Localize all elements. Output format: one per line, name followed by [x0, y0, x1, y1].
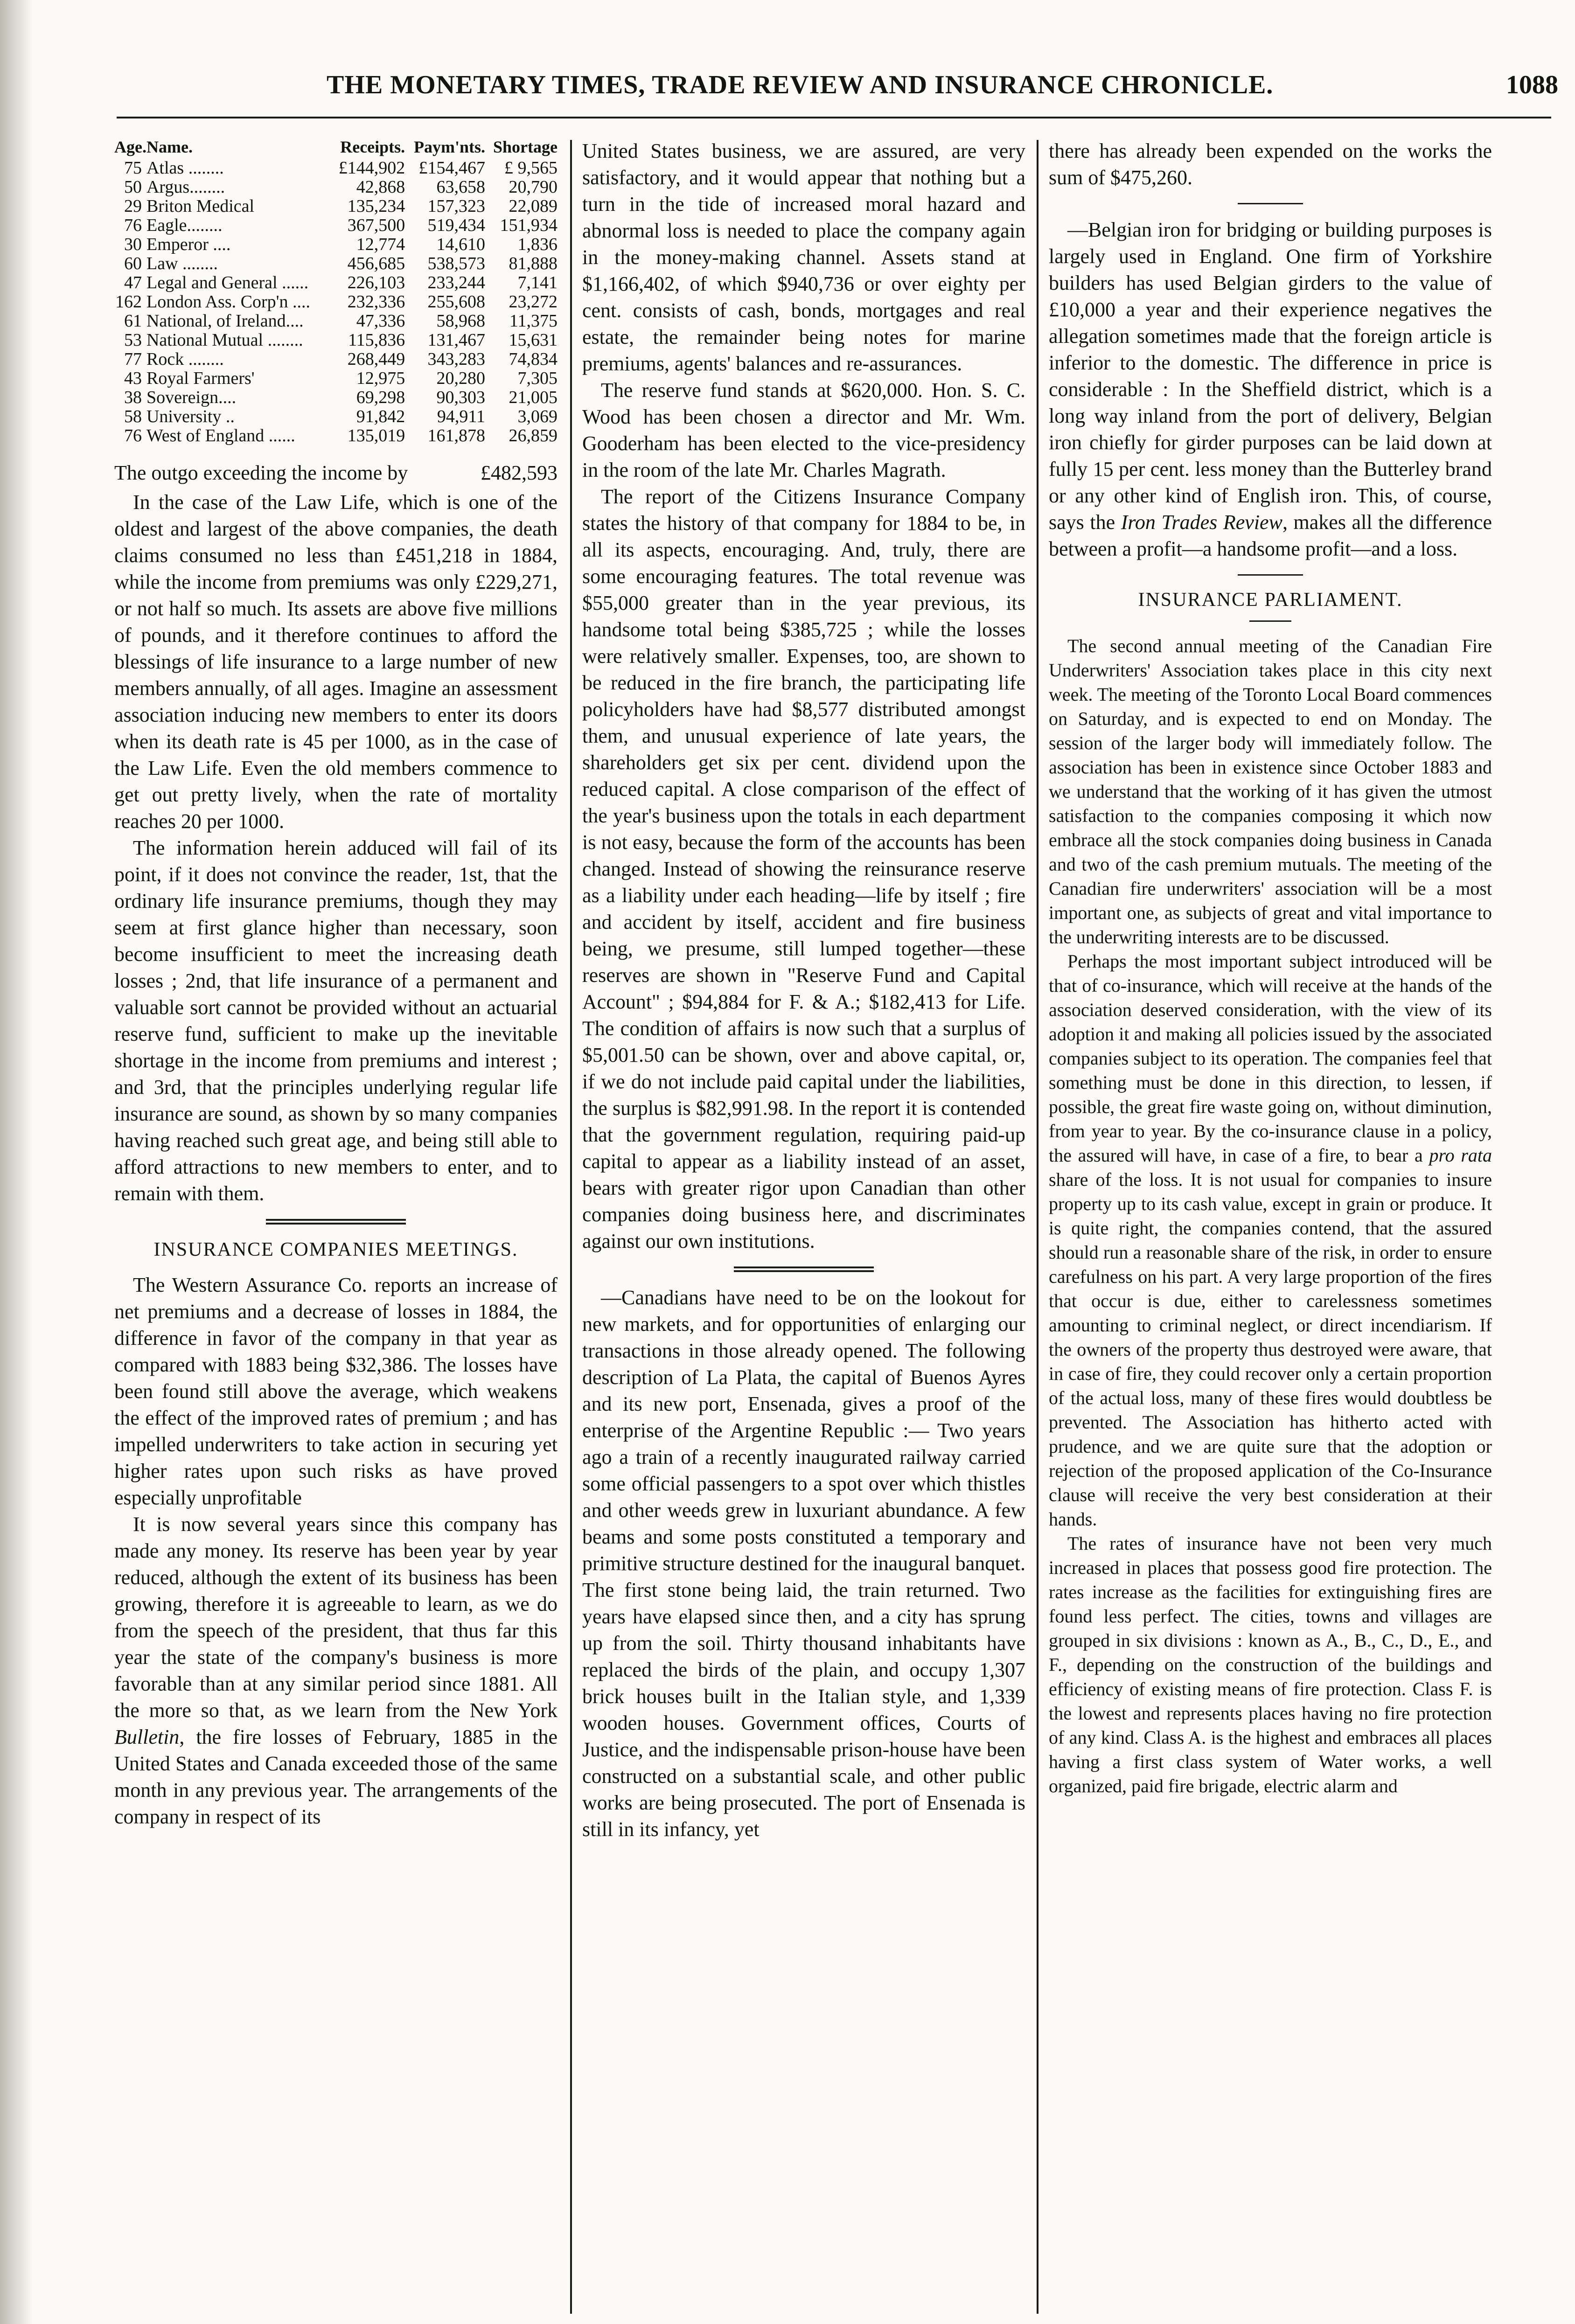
- name-cell: West of England ......: [146, 426, 295, 445]
- shortage-cell: 20,790: [509, 177, 558, 197]
- payments-cell: 14,610: [436, 235, 485, 254]
- age-cell: 29: [124, 196, 142, 216]
- receipts-cell: 367,500: [347, 216, 405, 235]
- section-separator: [734, 1266, 874, 1272]
- table-row: [114, 350, 558, 369]
- payments-cell: 58,968: [436, 311, 485, 331]
- column-2: [582, 138, 1025, 1843]
- name-cell: Briton Medical: [146, 196, 255, 216]
- shortage-cell: 74,834: [509, 349, 558, 369]
- name-cell: Eagle........: [146, 216, 223, 235]
- masthead: [107, 70, 1563, 112]
- page-edge-shadow: [0, 0, 33, 2324]
- shortage-cell: 1,836: [517, 235, 558, 254]
- receipts-cell: 115,836: [348, 330, 405, 350]
- table-row: [114, 292, 558, 312]
- section-separator: [1238, 574, 1303, 576]
- shortage-cell: 81,888: [509, 254, 558, 273]
- shortage-cell: 151,934: [500, 216, 558, 235]
- name-cell: National Mutual ........: [146, 330, 303, 350]
- receipts-cell: 69,298: [356, 388, 405, 407]
- paragraph: —Canadians have need to be on the lookout for new markets, and for opportunities of enlarging our transactions in those already opened. The following description of La Plata, the capital of Buenos Ayres and its new port, Ensenada, gives a proof of the enterprise of the Argentine Republic :— Two years ago a train of a recently inaugurated railway carried some official passengers to a spot over which thistles and other weeds grew in luxuriant abundance. A few beams and some posts constituted a temporary and primitive structure destined for the inaugural banquet. The first stone being laid, the train returned. Two years have elapsed since then, and a city has sprung up from the soil. Thirty thousand inhabitants have replaced the birds of the plain, and occupy 1,307 brick houses built in the Italian style, and 1,339 wooden houses. Government offices, Courts of Justice, and the indispensable prison-house have been constructed on a substantial scale, and other public works are being prosecuted. The port of Ensenada is still in its infancy, yet: [582, 1286, 1025, 1841]
- table-row: [114, 388, 558, 407]
- insurance-table: [114, 138, 558, 445]
- text-run: It is now several years since this company has made any money. Its reserve has been year by year reduced, although the extent of its business has been growing, therefore it is agreeable to learn, as we do from the speech of the president, that thus far this year the state of the company's business is more favorable than at any similar period since 1881. All the more so that, as we learn from the New York: [114, 1513, 558, 1722]
- payments-cell: 538,573: [427, 254, 485, 273]
- table-header: Shortage: [493, 138, 558, 156]
- section-separator: [1238, 203, 1303, 204]
- receipts-cell: £144,902: [338, 158, 405, 178]
- paragraph: In the case of the Law Life, which is one of the oldest and largest of the above companies, the death claims consumed no less than £451,218 in 1884, while the income from premiums was only £229,271, or not half so much. Its assets are above five millions of pounds, and it therefore continues to afford the blessings of life insurance to a large number of new members annually, of all ages. Imagine an assessment association inducing new members to enter its doors when its death rate is 45 per 1000, as in the case of the Law Life. Even the old members commence to get out pretty lively, when the rate of mortality reaches 20 per 1000.: [114, 491, 558, 833]
- name-cell: Sovereign....: [146, 388, 237, 407]
- text-run: Perhaps the most important subject introduced will be that of co-insurance, which will receive at the hands of the association deserved consideration, with the view of its adoption it and making all policies issued by the associated companies subject to its operation. The companies feel that something must be done in this direction, to lessen, if possible, the great fire waste going on, without diminution, from year to year. By the co-insurance clause in a policy, the assured will have, in case of a fire, to bear a: [1049, 951, 1492, 1166]
- age-cell: 75: [124, 158, 142, 178]
- paragraph: [1049, 949, 1492, 1531]
- column-rule-2: [1037, 140, 1038, 2314]
- text-run: , makes all the difference between a profit—a handsome profit—and a loss.: [1049, 511, 1492, 560]
- table-row: [114, 426, 558, 445]
- shortage-cell: 7,141: [517, 273, 558, 292]
- receipts-cell: 42,868: [356, 177, 405, 197]
- column-1: [114, 138, 558, 1830]
- age-cell: 58: [124, 407, 142, 426]
- section-heading: INSURANCE COMPANIES MEETINGS.: [153, 1239, 518, 1260]
- section-separator: [266, 1219, 406, 1225]
- payments-cell: 161,878: [427, 426, 485, 445]
- shortage-cell: 23,272: [509, 292, 558, 312]
- text-run: share of the loss. It is not usual for companies to insure property up to its cash value, except in grain or produce. It is quite right, the companies contend, that the assured should run a reasonable share of the risk, in order to ensure carefulness on his part. A very large proportion of the fires that occur is due, either to carelessness sometimes amounting to criminal neglect, or direct incendiarism. If the owners of the property thus destroyed were aware, that in case of fire, they could recover only a certain proportion of the actual loss, many of these fires would doubtless be prevented. The Association has hitherto acted with prudence, and we are quite sure that the adoption or rejection of the proposed application of the Co-Insurance clause will receive the very best consideration at their hands.: [1049, 1169, 1492, 1530]
- shortage-cell: 3,069: [517, 407, 558, 426]
- payments-cell: 90,303: [436, 388, 485, 407]
- header-rule: [117, 117, 1551, 118]
- page-number: 1088: [1506, 70, 1558, 99]
- shortage-cell: 7,305: [517, 369, 558, 388]
- age-cell: 43: [124, 369, 142, 388]
- age-cell: 162: [115, 292, 142, 312]
- payments-cell: £154,467: [418, 158, 485, 178]
- age-cell: 61: [124, 311, 142, 331]
- shortage-cell: 22,089: [509, 196, 558, 216]
- table-row: [114, 273, 558, 292]
- table-row: [114, 235, 558, 254]
- receipts-cell: 135,234: [347, 196, 405, 216]
- table-header: Receipts.: [340, 138, 405, 156]
- age-cell: 53: [124, 330, 142, 350]
- age-cell: 76: [124, 426, 142, 445]
- text-run: , the fire losses of February, 1885 in the United States and Canada exceeded those of the same month in any previous year. The arrangements of the company in respect of its: [114, 1726, 558, 1828]
- lead-articles: [1049, 138, 1492, 562]
- table-row: [114, 312, 558, 331]
- heading-underline: [1249, 620, 1291, 622]
- payments-cell: 233,244: [427, 273, 485, 292]
- name-cell: Emperor ....: [146, 235, 231, 254]
- paragraph: The rates of insurance have not been very much increased in places that possess good fire protection. The rates increase as the facilities for extinguishing fires are found less perfect. The cities, towns and villages are grouped in six divisions : known as A., B., C., D., E., and F., depending on the construction of the buildings and efficiency of existing means of fire protection. Class F. is the lowest and represents places having no fire protection of any kind. Class A. is the highest and embraces all places having a first class system of Water works, a well organized, paid fire brigade, electric alarm and: [1049, 1533, 1492, 1796]
- table-row: [114, 159, 558, 178]
- table-header: Name.: [146, 138, 193, 156]
- payments-cell: 157,323: [427, 196, 485, 216]
- age-cell: 60: [124, 254, 142, 273]
- italic-run: pro rata: [1429, 1145, 1492, 1166]
- table-row: [114, 331, 558, 350]
- payments-cell: 343,283: [427, 349, 485, 369]
- receipts-cell: 268,449: [347, 349, 405, 369]
- receipts-cell: 456,685: [347, 254, 405, 273]
- outgo-label: The outgo exceeding the income by: [114, 461, 408, 484]
- italic-run: Iron Trades Review: [1121, 511, 1282, 534]
- payments-cell: 519,434: [427, 216, 485, 235]
- section-heading: INSURANCE PARLIAMENT.: [1138, 589, 1403, 611]
- age-cell: 76: [124, 216, 142, 235]
- table-row: [114, 369, 558, 388]
- name-cell: Atlas ........: [146, 158, 224, 178]
- table-body: [114, 159, 558, 445]
- paragraph: The second annual meeting of the Canadian Fire Underwriters' Association takes place in this city next week. The meeting of the Toronto Local Board commences on Saturday, and is expected to end on Monday. The session of the larger body will immediately follow. The association has been in existence since October 1883 and we understand that the working of it has given the utmost satisfaction to the companies composing it which now embrace all the stock companies doing business in Canada and two of the cash premium mutuals. The meeting of the Canadian fire underwriters' association will be a most important one, as subjects of great and vital importance to the underwriting interests are to be discussed.: [1049, 635, 1492, 947]
- paragraph: The Western Assurance Co. reports an increase of net premiums and a decrease of losses in 1884, the difference in favor of the company in that year as compared with 1883 being $32,386. The losses have been found still above the average, which weakens the effect of the improved rates of premium ; and has impelled underwriters to take action in securing yet higher rates upon such risks as have proved especially unprofitable: [114, 1273, 558, 1509]
- paragraph: The information herein adduced will fail of its point, if it does not convince the reader, 1st, that the ordinary life insurance premiums, though they may seem at first glance higher than necessary, soon become insufficient to meet the increasing death losses ; 2nd, that life insurance of a permanent and valuable sort cannot be provided without an actuarial reserve fund, sufficient to make up the inevitable shortage in the income from premiums and interest ; and 3rd, that the principles underlying regular life insurance are sound, as shown by so many companies having reached such great age, and being still able to afford attractions to new members to enter, and to remain with them.: [114, 836, 558, 1205]
- name-cell: Legal and General ......: [146, 273, 309, 292]
- shortage-cell: 11,375: [509, 311, 558, 331]
- table-row: [114, 178, 558, 197]
- shortage-cell: 21,005: [509, 388, 558, 407]
- paragraph: The reserve fund stands at $620,000. Hon. S. C. Wood has been chosen a director and Mr. Wm. Gooderham has been elected to the vice-presidency in the room of the late Mr. Charles Magrath.: [582, 379, 1025, 481]
- table-row: [114, 197, 558, 216]
- text-run: —Belgian iron for bridging or building purposes is largely used in England. One firm of Yorkshire builders has used Belgian girders to the value of £10,000 a year and their experience negatives the allegation sometimes made that the foreign article is inferior to the domestic. The difference in price is considerable : In the Sheffield district, which is a long way inland from the port of delivery, Belgian iron chiefly for girder purposes can be laid down at fully 15 per cent. less money than the Butterley brand or any other kind of English iron. This, of course, says the: [1049, 218, 1492, 534]
- italic-run: Bulletin: [114, 1726, 180, 1748]
- age-cell: 47: [124, 273, 142, 292]
- receipts-cell: 135,019: [347, 426, 405, 445]
- age-cell: 50: [124, 177, 142, 197]
- paragraph: [1049, 216, 1492, 562]
- name-cell: National, of Ireland....: [146, 311, 304, 331]
- column-rule-1: [570, 140, 572, 2314]
- name-cell: Royal Farmers': [146, 369, 255, 388]
- table-header: Age.: [114, 138, 146, 156]
- paragraph: United States business, we are assured, are very satisfactory, and it would appear that nothing but a turn in the tide of increased moral hazard and abnormal loss is needed to place the company again in the money-making channel. Assets stand at $1,166,402, of which $940,736 or over eighty per cent. consists of cash, bonds, mortgages and real estate, the remainder being notes for marine premiums, agents' balances and re-assurances.: [582, 139, 1025, 375]
- shortage-cell: 26,859: [509, 426, 558, 445]
- shortage-cell: £ 9,565: [504, 158, 558, 178]
- receipts-cell: 47,336: [356, 311, 405, 331]
- receipts-cell: 232,336: [347, 292, 405, 312]
- name-cell: Argus........: [146, 177, 225, 197]
- shortage-cell: 15,631: [509, 330, 558, 350]
- receipts-cell: 12,774: [356, 235, 405, 254]
- table-row: [114, 407, 558, 426]
- paragraph: [114, 1511, 558, 1830]
- age-cell: 38: [124, 388, 142, 407]
- payments-cell: 131,467: [427, 330, 485, 350]
- receipts-cell: 226,103: [347, 273, 405, 292]
- name-cell: Law ........: [146, 254, 218, 273]
- table-row: [114, 216, 558, 235]
- table-row: [114, 254, 558, 273]
- name-cell: University ..: [146, 407, 235, 426]
- paragraph: there has already been expended on the works the sum of $475,260.: [1049, 139, 1492, 189]
- outgo-value: £482,593: [481, 461, 558, 484]
- running-title: THE MONETARY TIMES, TRADE REVIEW AND INSURANCE CHRONICLE.: [327, 70, 1274, 99]
- age-cell: 77: [124, 349, 142, 369]
- payments-cell: 20,280: [436, 369, 485, 388]
- payments-cell: 94,911: [437, 407, 485, 426]
- paragraph: The report of the Citizens Insurance Company states the history of that company for 1884 to be, in all its aspects, encouraging. And, truly, there are some encouraging features. The total revenue was $55,000 greater than in the year previous, its handsome total being $385,725 ; while the losses were relatively smaller. Expenses, too, are shown to be reduced in the fire branch, the participating life policyholders have had $8,577 distributed amongst them, and unusual experience of late years, the shareholders get six per cent. dividend upon the reduced capital. A close comparison of the effect of the year's business upon the totals in each department is not easy, because the form of the accounts has been changed. Instead of showing the reinsurance reserve as a liability under each heading—life by itself ; fire and accident by itself, accident and fire business being, we presume, still lumped together—these reserves are shown in "Reserve Fund and Capital Account" ; $94,884 for F. & A.; $182,413 for Life. The condition of affairs is now such that a surplus of $5,001.50 can be shown, over and above capital, or, if we do not include paid capital under the liabilities, the surplus is $82,991.98. In the report it is contended that the government regulation, requiring paid-up capital to appear as a liability instead of an asset, bears with greater rigor upon Canadian than other companies doing business here, and discriminates against our own institutions.: [582, 485, 1025, 1252]
- table-header: Paym'nts.: [414, 138, 485, 156]
- name-cell: Rock ........: [146, 349, 224, 369]
- payments-cell: 255,608: [427, 292, 485, 312]
- age-cell: 30: [124, 235, 142, 254]
- name-cell: London Ass. Corp'n ....: [146, 292, 310, 312]
- receipts-cell: 91,842: [356, 407, 405, 426]
- column-3: [1049, 138, 1492, 1798]
- payments-cell: 63,658: [436, 177, 485, 197]
- table-header-row: [114, 138, 558, 159]
- receipts-cell: 12,975: [356, 369, 405, 388]
- outgo-line: [114, 459, 558, 486]
